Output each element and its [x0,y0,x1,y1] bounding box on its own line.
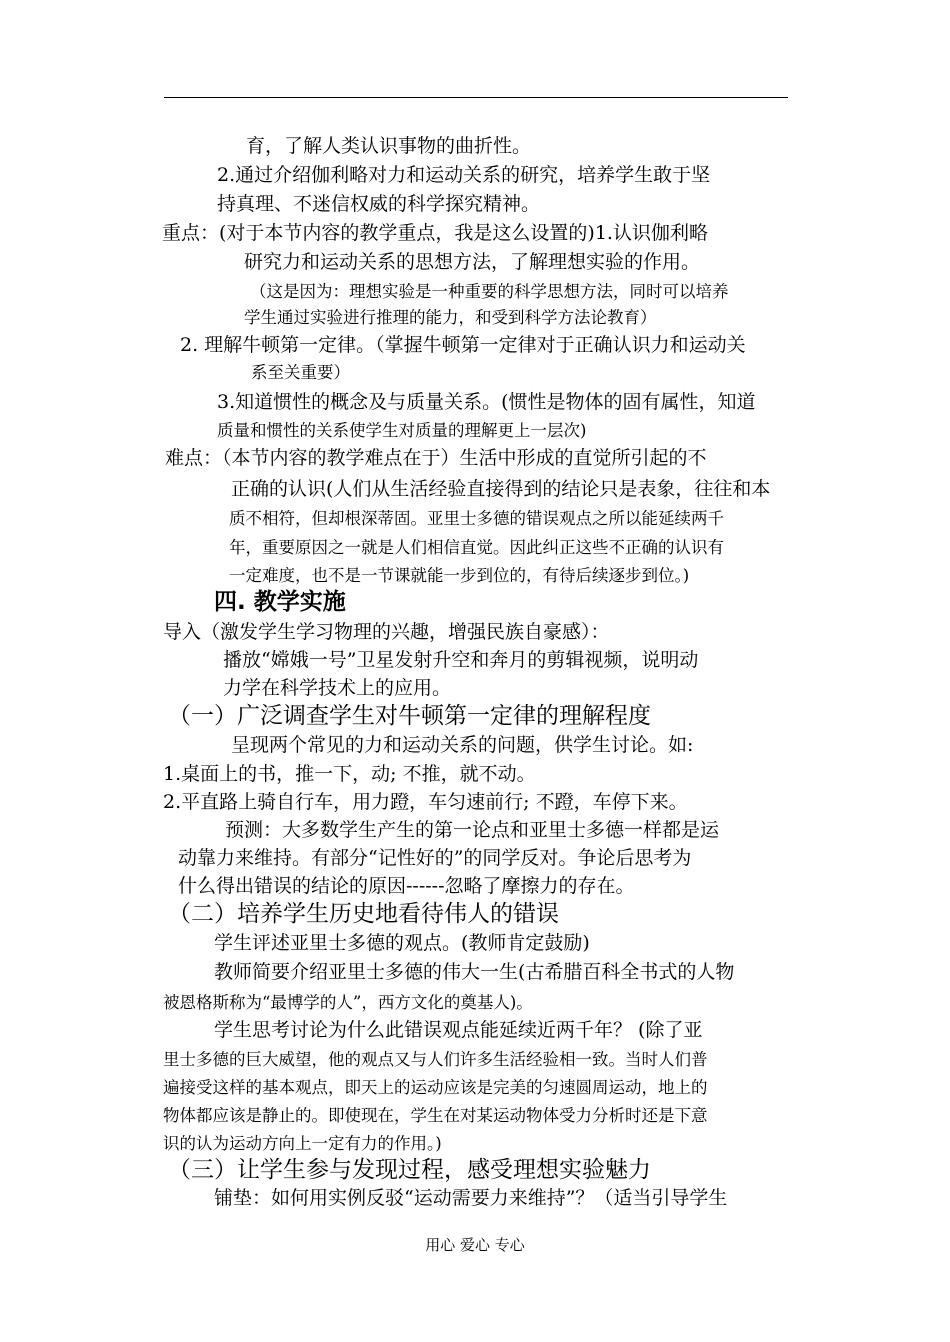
text-line: 教师简要介绍亚里士多德的伟大一生(古希腊百科全书式的人物 [214,961,735,983]
text-line: 力学在科学技术上的应用。 [223,677,452,699]
text-line: 学生通过实验进行推理的能力，和受到科学方法论教育） [244,308,657,327]
text-line: 被恩格斯称为“最博学的人”，西方文化的奠基人)。 [163,993,533,1012]
text-line: 学生思考讨论为什么此错误观点能延续近两千年？ (除了亚 [214,1019,703,1041]
subsection-heading: （三）让学生参与发现过程，感受理想实验魅力 [168,1157,651,1183]
text-line: 预测：大多数学生产生的第一论点和亚里士多德一样都是运 [225,819,720,841]
subsection-heading: （二）培养学生历史地看待伟人的错误 [168,901,559,927]
text-line: 导入（激发学生学习物理的兴趣，增强民族自豪感）： [163,621,610,643]
text-line: 识的认为运动方向上一定有力的作用。) [163,1134,442,1153]
text-line: 2.通过介绍伽利略对力和运动关系的研究，培养学生敢于坚 [217,164,711,186]
text-line: 质量和惯性的关系使学生对质量的理解更上一层次) [217,421,587,440]
text-line: 1.桌面上的书，推一下，动; 不推，就不动。 [163,763,536,785]
text-line: 播放“嫦娥一号”卫星发射升空和奔月的剪辑视频，说明动 [223,649,699,671]
text-line: 质不相符，但却根深蒂固。亚里士多德的错误观点之所以能延续两千 [229,509,724,528]
text-line: 遍接受这样的基本观点，即天上的运动应该是完美的匀速圆周运动，地上的 [163,1078,708,1097]
text-line: 正确的认识(人们从生活经验直接得到的结论只是表象，往往和本 [231,478,771,500]
text-line: 重点：(对于本节内容的教学重点，我是这么设置的)1.认识伽利略 [162,222,708,244]
subsection-heading: （一）广泛调查学生对牛顿第一定律的理解程度 [168,703,651,729]
text-line: 动靠力来维持。有部分“记性好的”的同学反对。争论后思考为 [178,847,692,869]
text-line: 2.平直路上骑自行车，用力蹬，车匀速前行; 不蹬，车停下来。 [163,791,688,813]
text-line: 一定难度，也不是一节课就能一步到位的，有待后续逐步到位。) [229,566,690,585]
text-line: （这是因为：理想实验是一种重要的科学思想方法，同时可以培养 [250,282,729,301]
text-line: 呈现两个常见的力和运动关系的问题，供学生讨论。如: [231,734,694,756]
text-line: 学生评述亚里士多德的观点。(教师肯定鼓励) [214,932,590,954]
text-line: 研究力和运动关系的思想方法，了解理想实验的作用。 [244,251,701,273]
header-rule [164,97,788,98]
text-line: 育，了解人类认识事物的曲折性。 [246,135,532,157]
text-line: 持真理、不迷信权威的科学探究精神。 [217,193,541,215]
text-line: 物体都应该是静止的。即使现在，学生在对某运动物体受力分析时还是下意 [163,1106,708,1125]
text-line: 年，重要原因之一就是人们相信直觉。因此纠正这些不正确的认识有 [229,538,724,557]
text-line: 难点：（本节内容的教学难点在于）生活中形成的直觉所引起的不 [165,447,707,469]
text-line: 铺垫：如何用实例反驳“运动需要力来维持”？（适当引导学生 [214,1187,728,1209]
text-line: 里士多德的巨大威望，他的观点又与人们许多生活经验相一致。当时人们普 [163,1050,708,1069]
text-line: 2. 理解牛顿第一定律。（掌握牛顿第一定律对于正确认识力和运动关 [180,334,746,356]
text-line: 什么得出错误的结论的原因------忽略了摩擦力的存在。 [178,875,635,897]
text-line: 3.知道惯性的概念及与质量关系。(惯性是物体的固有属性，知道 [217,391,756,413]
text-line: 系至关重要） [251,363,350,382]
section-heading: 四. 教学实施 [214,589,346,615]
page-footer: 用心 爱心 专心 [425,1236,525,1254]
